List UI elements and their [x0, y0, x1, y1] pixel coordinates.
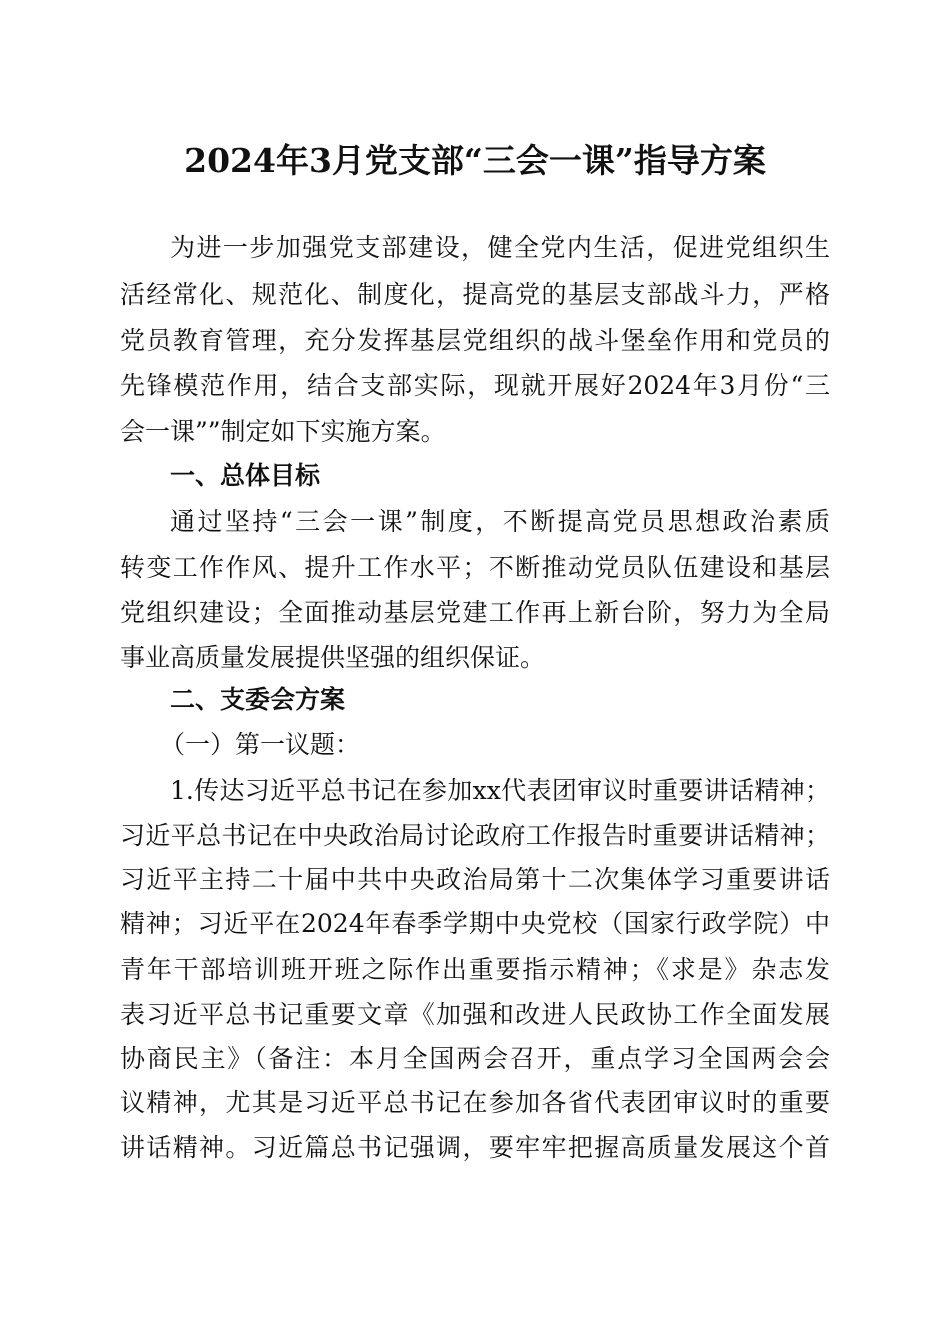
document-title: 2024年3月党支部“三会一课”指导方案: [184, 141, 766, 180]
section-heading-overall-goal: 一、总体目标: [170, 461, 321, 490]
section2-line-4: 精神；习近平在2024年春季学期中央党校（国家行政学院）中: [120, 909, 830, 938]
section2-line-2: 习近平总书记在中央政治局讨论政府工作报告时重要讲话精神；: [120, 821, 830, 850]
section2-line-8: 议精神，尤其是习近平总书记在参加各省代表团审议时的重要: [120, 1088, 830, 1117]
intro-line-3: 党员教育管理，充分发挥基层党组织的战斗堡垒作用和党员的: [120, 326, 830, 355]
intro-line-4: 先锋模范作用，结合支部实际，现就开展好2024年3月份“三: [120, 371, 830, 400]
section2-line-9: 讲话精神。习近篇总书记强调，要牢牢把握高质量发展这个首: [120, 1133, 830, 1162]
intro-line-1: 为进一步加强党支部建设，健全党内生活，促进党组织生: [170, 233, 830, 262]
section2-line-3: 习近平主持二十届中共中央政治局第十二次集体学习重要讲话: [120, 865, 830, 894]
section1-line-4: 事业高质量发展提供坚强的组织保证。: [120, 643, 546, 672]
intro-line-5: 会一课””制定如下实施方案。: [120, 417, 446, 446]
section2-line-1: 1.传达习近平总书记在参加xx代表团审议时重要讲话精神；: [170, 776, 830, 805]
section2-line-7: 协商民主》（备注：本月全国两会召开，重点学习全国两会会: [120, 1044, 830, 1073]
section2-line-5: 青年干部培训班开班之际作出重要指示精神；《求是》杂志发: [120, 955, 830, 984]
intro-line-2: 活经常化、规范化、制度化，提高党的基层支部战斗力，严格: [120, 280, 830, 309]
section2-line-6: 表习近平总书记重要文章《加强和改进人民政协工作全面发展: [120, 1000, 830, 1029]
section1-line-2: 转变工作作风、提升工作水平；不断推动党员队伍建设和基层: [120, 553, 830, 582]
section1-line-1: 通过坚持“三会一课”制度，不断提高党员思想政治素质: [170, 507, 830, 536]
section1-line-3: 党组织建设；全面推动基层党建工作再上新台阶，努力为全局: [120, 598, 830, 627]
section-heading-branch-committee: 二、支委会方案: [170, 685, 346, 714]
subheading-first-topic: （一）第一议题：: [160, 730, 361, 759]
